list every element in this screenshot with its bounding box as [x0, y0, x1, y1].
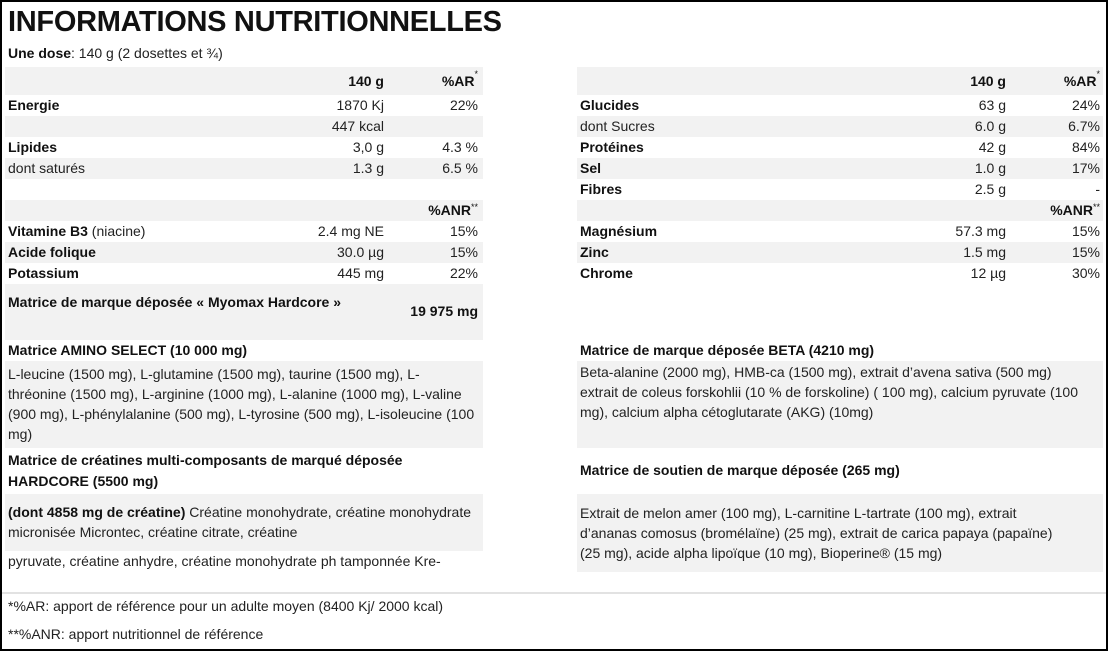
- right-header-row: [577, 67, 1103, 95]
- left-vitamins-0-label_extra: (niacine): [87, 223, 146, 239]
- right-support-heading: Matrice de soutien de marque déposée (265 mg): [580, 462, 900, 478]
- table-row: [577, 158, 1103, 179]
- left-rows-0-value: 1870 Kj: [336, 97, 384, 113]
- pct-header: [442, 67, 478, 95]
- right-minerals-2-pct: 30%: [1071, 265, 1100, 281]
- left-vitamins-0-value: 2.4 mg NE: [317, 223, 384, 239]
- creatine-heading: [5, 448, 483, 494]
- creatine-text: [5, 494, 483, 551]
- serving-size: [8, 45, 223, 61]
- right-rows-0-pct: 24%: [1071, 97, 1100, 113]
- right-rows-4-label: Fibres: [580, 181, 623, 197]
- table-cell: [428, 200, 478, 221]
- right-rows-1-label: dont Sucres: [580, 118, 655, 134]
- left-rows-2-value: 3,0 g: [352, 139, 384, 155]
- left-anr_header-pct_mark: **: [470, 202, 478, 212]
- left-vitamins-1-label: Acide folique: [8, 244, 96, 260]
- right-minerals-0-pct: 15%: [1071, 223, 1100, 239]
- right-support-text: Extrait de melon amer (100 mg), L-carnitine L-tartrate (100 mg), extrait d’ananas comosus (bromélaïne) (25 mg), extrait de carica papaya (papaïne) (25 mg), acide alpha lipoïque (10 mg), Bioperine® (15 mg): [580, 505, 1053, 561]
- right-rows-3-value: 1.0 g: [974, 160, 1006, 176]
- right-header-pct_mark: *: [1096, 69, 1100, 79]
- left-rows-2-pct: 4.3 %: [442, 139, 478, 155]
- right-rows-4-value: 2.5 g: [974, 181, 1006, 197]
- left-creatine-bold: (dont 4858 mg de créatine): [8, 504, 186, 520]
- footer-divider: [2, 592, 1106, 594]
- right-rows-3-label: Sel: [580, 160, 602, 176]
- table-row: [5, 263, 483, 284]
- table-row: [5, 158, 483, 179]
- right-anr_header-pct_mark: **: [1092, 202, 1100, 212]
- left-vitamins-0-pct: 15%: [449, 223, 478, 239]
- myomax-row: [5, 284, 483, 340]
- beta-text: [577, 361, 1103, 448]
- table-row: [577, 95, 1103, 116]
- left-rows-3-value: 1.3 g: [352, 160, 384, 176]
- right-rows-3-pct: 17%: [1071, 160, 1100, 176]
- left-header-pct_mark: *: [474, 69, 478, 79]
- left-vitamins-1-value: 30.0 µg: [337, 244, 384, 260]
- left-header-row: [5, 67, 483, 95]
- right-minerals-2-value: 12 µg: [970, 265, 1006, 281]
- amino-text: [5, 361, 483, 448]
- serving-label: Une dose: [8, 45, 72, 61]
- amino-heading: [5, 340, 483, 361]
- table-cell: [1050, 200, 1100, 221]
- footnote-anr: **%ANR: apport nutritionnel de référence: [8, 626, 264, 642]
- table-row: [577, 116, 1103, 137]
- table-row: [577, 263, 1103, 284]
- left-rows-3-label: dont saturés: [8, 160, 86, 176]
- footnote-ar: *%AR: apport de référence pour un adulte moyen (8400 Kj/ 2000 kcal): [8, 598, 444, 614]
- left-amino-heading: Matrice AMINO SELECT (10 000 mg): [8, 342, 248, 358]
- right-header-pct: %AR: [1063, 73, 1097, 89]
- right-rows-2-pct: 84%: [1071, 139, 1100, 155]
- left-rows-0-pct: 22%: [449, 97, 478, 113]
- right-minerals-1-value: 1.5 mg: [963, 244, 1006, 260]
- left-vitamins-0-label: Vitamine B3: [8, 223, 88, 239]
- page-title: INFORMATIONS NUTRITIONNELLES: [8, 6, 502, 38]
- left-rows-3-pct: 6.5 %: [442, 160, 478, 176]
- left-creatine-text2: pyruvate, créatine anhydre, créatine monohydrate ph tamponnée Kre-: [8, 553, 441, 569]
- anr-header-row: [577, 200, 1103, 221]
- right-rows-1-value: 6.0 g: [974, 118, 1006, 134]
- left-creatine-text: Créatine monohydrate, créatine monohydrate micronisée Microntec, créatine citrate, créatine: [8, 504, 471, 540]
- table-cell: [1064, 67, 1100, 95]
- table-row: [5, 242, 483, 263]
- left-vitamins-2-value: 445 mg: [337, 265, 384, 281]
- beta-heading: [577, 340, 1103, 361]
- right-minerals-1-label: Zinc: [580, 244, 609, 260]
- right-rows-1-pct: 6.7%: [1068, 118, 1100, 134]
- right-minerals-0-value: 57.3 mg: [955, 223, 1006, 239]
- left-amino-text: L-leucine (1500 mg), L-glutamine (1500 mg), taurine (1500 mg), L-thréonine (1500 mg), L-arginine (1000 mg), L-alanine (1000 mg), L-valine (900 mg), L-phénylalanine (500 mg), L-tyrosine (500 mg), L-isoleucine (100 mg): [8, 366, 475, 442]
- left-rows-0-label: Energie: [8, 97, 60, 113]
- table-row: [577, 242, 1103, 263]
- left-anr_header-pct: %ANR: [428, 202, 471, 218]
- left-myomax-label: Matrice de marque déposée « Myomax Hardcore »: [8, 294, 342, 310]
- left-header-pct: %AR: [441, 73, 475, 89]
- left-vitamins-2-pct: 22%: [449, 265, 478, 281]
- right-rows-2-value: 42 g: [978, 139, 1006, 155]
- anr-header-row: [5, 200, 483, 221]
- left-myomax-value: 19 975 mg: [410, 303, 478, 319]
- right-beta-heading: Matrice de marque déposée BETA (4210 mg): [580, 342, 875, 358]
- creatine-text-continued: [5, 551, 483, 572]
- table-row: [577, 221, 1103, 242]
- left-vitamins-1-pct: 15%: [449, 244, 478, 260]
- table-row: [5, 137, 483, 158]
- serving-value: : 140 g (2 dosettes et ¾): [71, 45, 223, 61]
- table-row: [5, 95, 483, 116]
- table-row: [577, 137, 1103, 158]
- left-vitamins-2-label: Potassium: [8, 265, 79, 281]
- right-header-qty: 140 g: [970, 73, 1006, 89]
- qty-header: 140 g: [348, 73, 384, 89]
- table-row: [5, 116, 483, 137]
- left-rows-2-label: Lipides: [8, 139, 58, 155]
- right-minerals-0-label: Magnésium: [580, 223, 658, 239]
- left-rows-1-value: 447 kcal: [331, 118, 384, 134]
- right-rows-0-value: 63 g: [978, 97, 1006, 113]
- left-creatine-heading: Matrice de créatines multi-composants de marqué déposée HARDCORE (5500 mg): [8, 452, 403, 489]
- table-row: [5, 221, 483, 242]
- right-minerals-1-pct: 15%: [1071, 244, 1100, 260]
- right-anr_header-pct: %ANR: [1050, 202, 1093, 218]
- support-text: [577, 494, 1103, 572]
- table-cell: [8, 221, 145, 242]
- right-rows-4-pct: -: [1095, 181, 1100, 197]
- right-beta-text: Beta-alanine (2000 mg), HMB-ca (1500 mg), extrait d’avena sativa (500 mg) extrait de coleus forskohlii (10 % de forskoline) ( 100 mg), calcium pyruvate (100 mg), calcium alpha cétoglutarate (AKG) (10mg): [580, 364, 1078, 420]
- right-minerals-2-label: Chrome: [580, 265, 633, 281]
- right-rows-0-label: Glucides: [580, 97, 640, 113]
- table-cell: [8, 502, 477, 542]
- table-row: [577, 179, 1103, 200]
- support-heading: [577, 448, 1103, 494]
- right-rows-2-label: Protéines: [580, 139, 644, 155]
